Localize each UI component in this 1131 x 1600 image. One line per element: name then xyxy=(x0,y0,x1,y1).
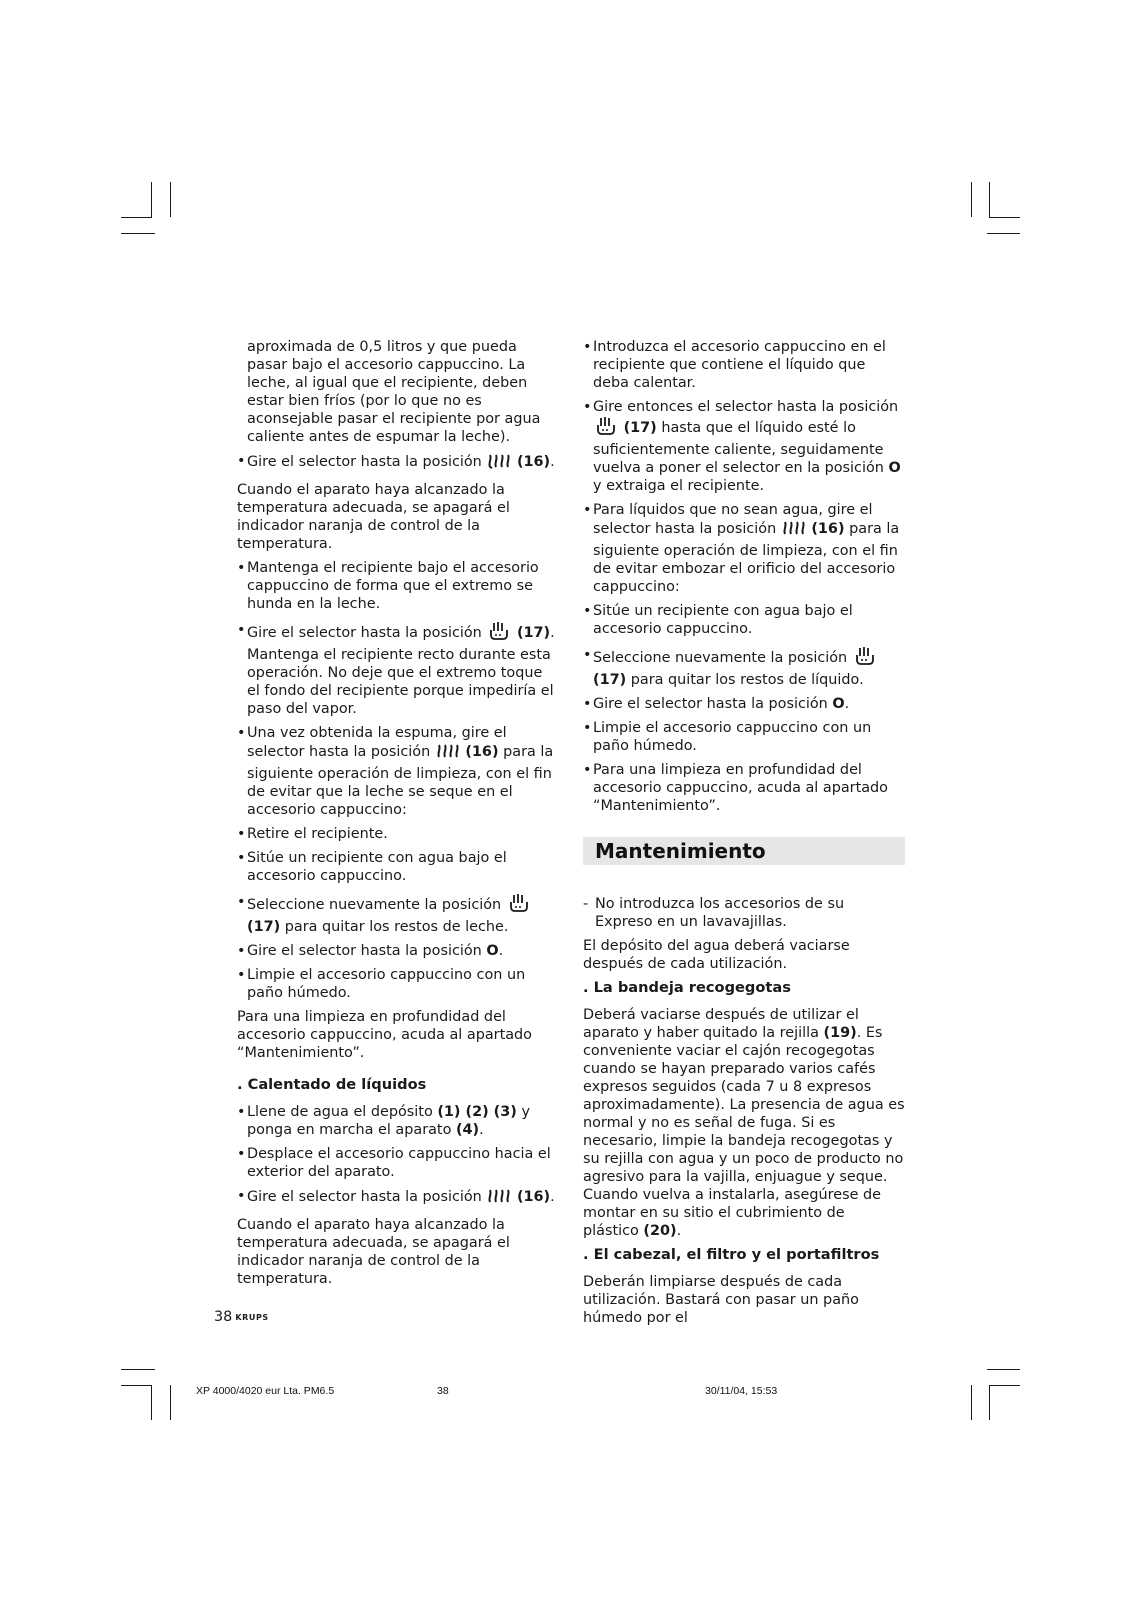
crop-mark xyxy=(151,1385,152,1420)
subheading: . La bandeja recogegotas xyxy=(583,979,791,996)
slug-file: XP 4000/4020 eur Lta. PM6.5 xyxy=(196,1385,335,1397)
crop-mark xyxy=(971,182,972,217)
bullet-item: • Mantenga el recipiente bajo el accesorio cappuccino de forma que el extremo se hunda en la leche. xyxy=(237,559,557,613)
paragraph: Cuando el aparato haya alcanzado la temperatura adecuada, se apagará el indicador naranja de control de la temperatura. xyxy=(237,482,510,552)
crop-mark xyxy=(989,1385,1020,1386)
bullet-item: • Gire el selector hasta la posición O. xyxy=(583,695,905,713)
subheading: . Calentado de líquidos xyxy=(237,1076,427,1093)
slug-page: 38 xyxy=(437,1385,449,1397)
left-column xyxy=(237,338,557,1294)
water-heat-icon xyxy=(783,519,805,542)
bullet-item: • Limpie el accesorio cappuccino con un paño húmedo. xyxy=(237,966,557,1002)
crop-mark xyxy=(987,233,1020,234)
crop-mark xyxy=(989,217,1020,218)
crop-mark xyxy=(170,182,171,217)
crop-mark xyxy=(989,182,990,217)
right-column xyxy=(583,338,905,1333)
steam-cup-icon xyxy=(854,646,876,671)
bullet-item: • Gire entonces el selector hasta la posición (17) hasta que el líquido esté lo suficientemente caliente, seguidamente vuelva a poner el selector en la posición O y extraiga el recipiente. xyxy=(583,398,905,495)
dash-item: - No introduzca los accesorios de su Expreso en un lavavajillas. xyxy=(583,895,905,931)
section-heading: Mantenimiento xyxy=(583,837,905,865)
water-heat-icon xyxy=(437,742,459,765)
paragraph: Deberá vaciarse después de utilizar el aparato y haber quitado la rejilla (19). Es conveniente vaciar el cajón recogegotas cuando se hayan preparado varios cafés expresos seguidos (cada 7 u 8 expresos aproximadamente). La presencia de agua es normal y no es señal de fuga. Si es necesario, limpie la bandeja recogegotas y su rejilla con agua y un poco de producto no agresivo para la vajilla, enjuague y seque. Cuando vuelva a instalarla, asegúrese de montar en su sitio el cubrimiento de plástico (20). xyxy=(583,1007,905,1239)
paragraph: aproximada de 0,5 litros y que pueda pasar bajo el accesorio cappuccino. La leche, al igual que el recipiente, deben estar bien fríos (por lo que no es aconsejable pasar el recipiente por agua caliente antes de espumar la leche). xyxy=(247,339,541,445)
crop-mark xyxy=(121,233,155,234)
subheading: . El cabezal, el filtro y el portafiltros xyxy=(583,1246,880,1263)
paragraph: Deberán limpiarse después de cada utilización. Bastará con pasar un paño húmedo por el xyxy=(583,1274,859,1326)
crop-mark xyxy=(987,1369,1020,1370)
steam-cup-icon xyxy=(595,416,617,441)
steam-cup-icon xyxy=(508,893,530,918)
bullet-item: • Llene de agua el depósito (1) (2) (3) y ponga en marcha el aparato (4). xyxy=(237,1103,557,1139)
paragraph: Cuando el aparato haya alcanzado la temperatura adecuada, se apagará el indicador naranja de control de la temperatura. xyxy=(237,1217,510,1287)
crop-mark xyxy=(989,1385,990,1420)
bullet-item: • Seleccione nuevamente la posición (17) para quitar los restos de leche. xyxy=(237,893,557,936)
crop-mark xyxy=(121,217,152,218)
bullet-item: • Sitúe un recipiente con agua bajo el accesorio cappuccino. xyxy=(237,849,557,885)
crop-mark xyxy=(971,1385,972,1420)
bullet-item: • Gire el selector hasta la posición (16). xyxy=(237,1187,557,1210)
crop-mark xyxy=(121,1385,152,1386)
bullet-item: • Limpie el accesorio cappuccino con un paño húmedo. xyxy=(583,719,905,755)
slug-date: 30/11/04, 15:53 xyxy=(705,1385,778,1397)
paragraph: El depósito del agua deberá vaciarse después de cada utilización. xyxy=(583,938,850,972)
bullet-item: • Gire el selector hasta la posición (16). xyxy=(237,452,557,475)
bullet-item: • Gire el selector hasta la posición O. xyxy=(237,942,557,960)
page-number: 38 KRUPS xyxy=(214,1309,269,1325)
bullet-item: • Sitúe un recipiente con agua bajo el accesorio cappuccino. xyxy=(583,602,905,638)
bullet-item: • Desplace el accesorio cappuccino hacia el exterior del aparato. xyxy=(237,1145,557,1181)
water-heat-icon xyxy=(488,452,510,475)
crop-mark xyxy=(151,182,152,217)
brand-label: KRUPS xyxy=(235,1313,269,1322)
steam-cup-icon xyxy=(488,621,510,646)
paragraph: Para una limpieza en profundidad del accesorio cappuccino, acuda al apartado “Mantenimiento”. xyxy=(237,1009,532,1061)
bullet-item: • Para una limpieza en profundidad del accesorio cappuccino, acuda al apartado “Mantenimiento”. xyxy=(583,761,905,815)
crop-mark xyxy=(170,1385,171,1420)
bullet-item: • Retire el recipiente. xyxy=(237,825,557,843)
bullet-item: • Una vez obtenida la espuma, gire el selector hasta la posición (16) para la siguiente operación de limpieza, con el fin de evitar que la leche se seque en el accesorio cappuccino: xyxy=(237,724,557,819)
bullet-item: • Para líquidos que no sean agua, gire el selector hasta la posición (16) para la siguiente operación de limpieza, con el fin de evitar embozar el orificio del accesorio cappuccino: xyxy=(583,501,905,596)
water-heat-icon xyxy=(488,1187,510,1210)
crop-mark xyxy=(121,1369,155,1370)
bullet-item: • Introduzca el accesorio cappuccino en el recipiente que contiene el líquido que deba calentar. xyxy=(583,338,905,392)
bullet-item: • Gire el selector hasta la posición (17). Mantenga el recipiente recto durante esta operación. No deje que el extremo toque el fondo del recipiente porque impediría el paso del vapor. xyxy=(237,621,557,718)
bullet-item: • Seleccione nuevamente la posición (17) para quitar los restos de líquido. xyxy=(583,646,905,689)
